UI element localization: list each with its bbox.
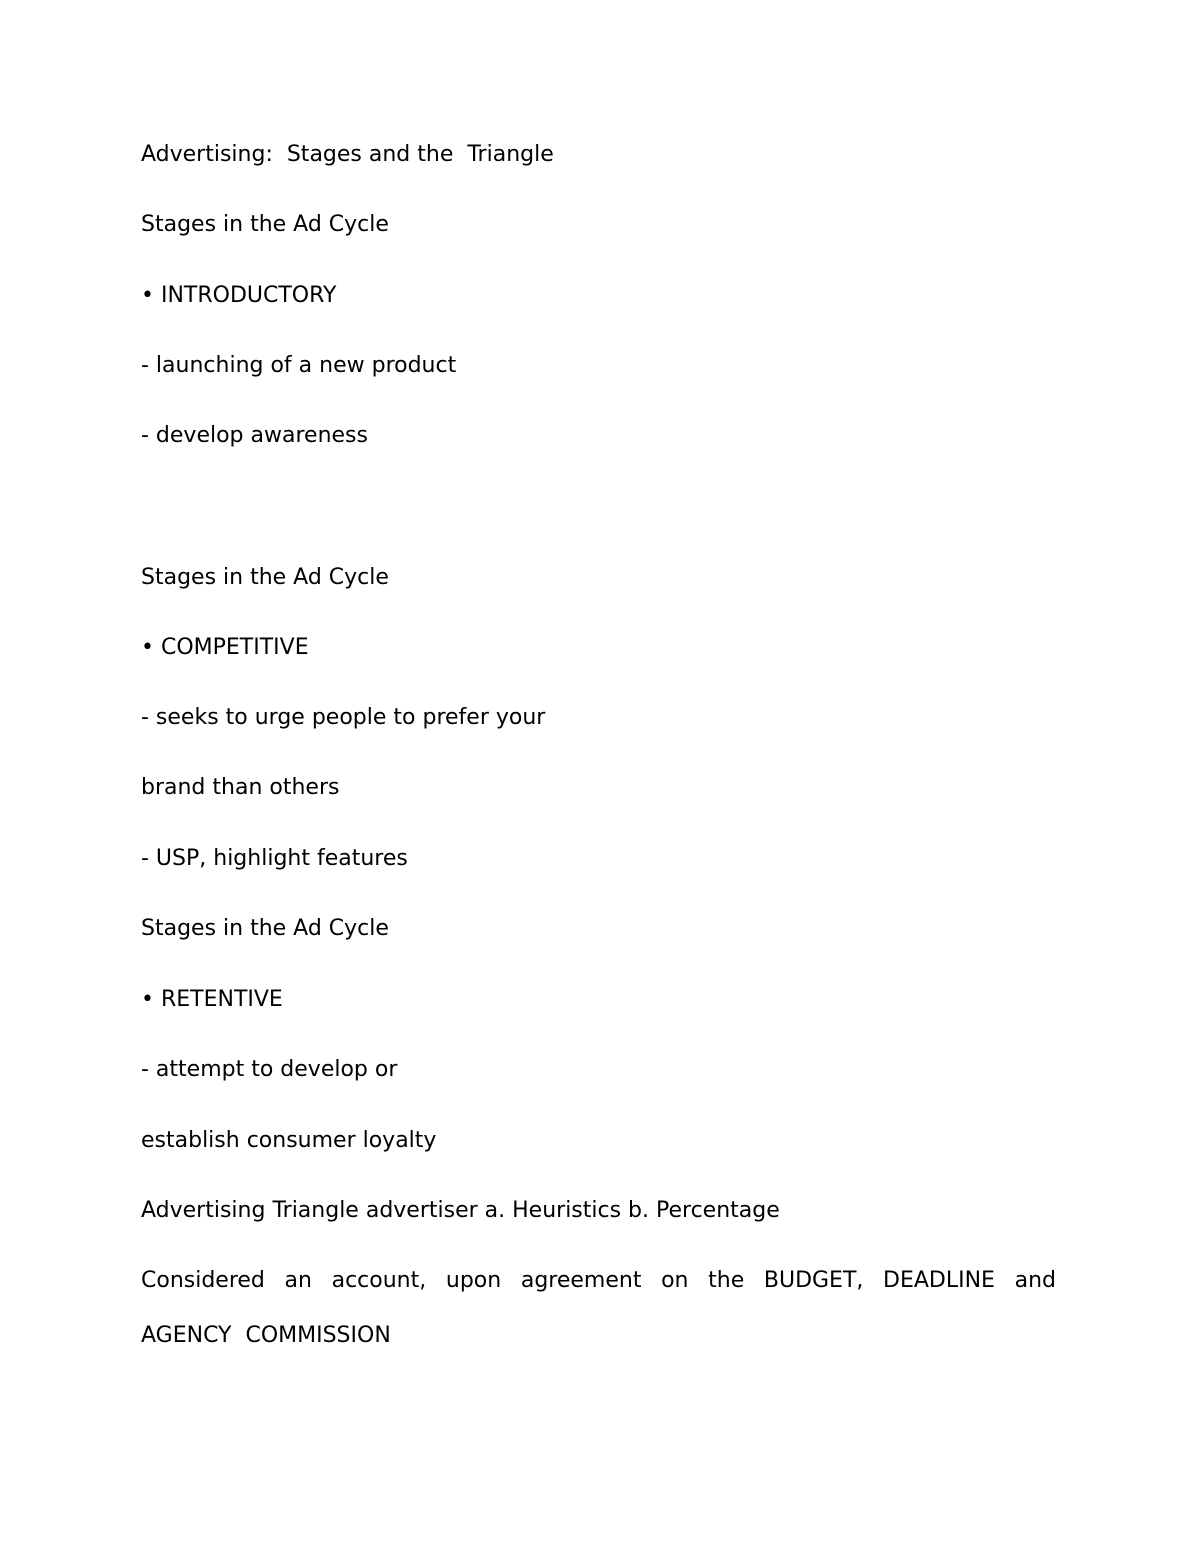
sub-item: - launching of a new product xyxy=(141,353,457,378)
sub-item: - develop awareness xyxy=(141,423,368,448)
section-heading: Stages in the Ad Cycle xyxy=(141,916,389,941)
sub-item: - USP, highlight features xyxy=(141,846,408,871)
bullet-item-introductory: • INTRODUCTORY xyxy=(141,283,337,308)
sub-item-continuation: establish consumer loyalty xyxy=(141,1128,437,1153)
document-title: Advertising: Stages and the Triangle xyxy=(141,142,554,167)
advertising-triangle-line: Advertising Triangle advertiser a. Heuristics b. Percentage xyxy=(141,1198,780,1223)
section-heading: Stages in the Ad Cycle xyxy=(141,565,389,590)
section-heading: Stages in the Ad Cycle xyxy=(141,212,389,237)
account-definition-line: Considered an account, upon agreement on the BUDGET, DEADLINE and xyxy=(141,1268,1056,1293)
bullet-item-retentive: • RETENTIVE xyxy=(141,987,283,1012)
sub-item-continuation: brand than others xyxy=(141,775,340,800)
bullet-item-competitive: • COMPETITIVE xyxy=(141,635,309,660)
sub-item: - seeks to urge people to prefer your xyxy=(141,705,546,730)
account-definition-continuation: AGENCY COMMISSION xyxy=(141,1323,391,1348)
sub-item: - attempt to develop or xyxy=(141,1057,398,1082)
